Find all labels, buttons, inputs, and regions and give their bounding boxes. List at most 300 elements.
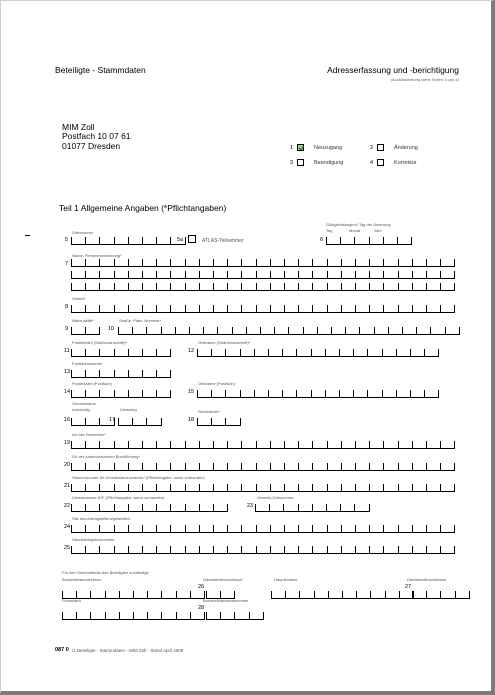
input-cell-divider [197, 390, 198, 398]
field-12-input[interactable] [197, 349, 438, 357]
field-13-input[interactable] [71, 370, 170, 378]
field-7-number: 7 [65, 261, 69, 267]
input-cell-divider [416, 327, 417, 335]
input-cell-divider [312, 305, 313, 313]
input-cell-divider [398, 441, 399, 449]
input-cell-divider [156, 504, 157, 512]
input-cell-divider [268, 390, 269, 398]
input-cell-divider [412, 525, 413, 533]
input-cell-divider [256, 441, 257, 449]
input-cell-divider [438, 390, 439, 398]
input-cell-divider [270, 283, 271, 291]
field-7-input-1[interactable] [71, 259, 454, 267]
input-cell-divider [199, 463, 200, 471]
input-cell-divider [161, 418, 162, 426]
input-cell-divider [367, 349, 368, 357]
input-cell-divider [355, 441, 356, 449]
input-cell-divider [312, 484, 313, 492]
hauptzollamt-label: Hauptzollamt [274, 577, 298, 582]
input-cell-divider [353, 390, 354, 398]
field-15-input[interactable] [197, 390, 438, 398]
input-cell-divider [147, 591, 148, 599]
field-23-label: Verweis-Zollnummer [257, 495, 294, 500]
input-cell-divider [213, 525, 214, 533]
input-cell-divider [327, 546, 328, 554]
input-cell-divider [128, 463, 129, 471]
input-cell-divider [241, 546, 242, 554]
input-cell-divider [114, 463, 115, 471]
finanzamt-label: Finanzamt [62, 598, 81, 603]
input-cell-divider [355, 525, 356, 533]
header-right-subtitle: (Ausfüllanleitung siehe Seiten 3 und 4) [390, 77, 459, 82]
field-6-label: Gültigkeitsbeginn/ Tag der Änderung [326, 222, 391, 227]
input-cell-divider [170, 370, 171, 378]
input-cell-divider [383, 441, 384, 449]
field-20-label: Ort der kaufmännischen Buchführung* [72, 454, 141, 459]
finanzamt-input[interactable] [62, 612, 204, 620]
input-cell-divider [176, 591, 177, 599]
input-cell-divider [220, 591, 221, 599]
input-cell-divider [240, 349, 241, 357]
input-cell-divider [317, 327, 318, 335]
input-cell-divider [370, 591, 371, 599]
input-cell-divider [398, 271, 399, 279]
input-cell-divider [170, 283, 171, 291]
input-cell-divider [398, 463, 399, 471]
input-baseline [197, 425, 240, 426]
input-cell-divider [114, 441, 115, 449]
input-cell-divider [426, 441, 427, 449]
input-cell-divider [234, 612, 235, 620]
input-cell-divider [133, 612, 134, 620]
input-cell-divider [256, 305, 257, 313]
checkbox-beendigung[interactable] [297, 159, 304, 166]
field-27-number: 27 [405, 584, 412, 590]
input-cell-divider [227, 259, 228, 267]
field-14-label: Postleitzahl (Postfach) [72, 381, 112, 386]
field-17-input[interactable] [118, 418, 161, 426]
input-cell-divider [71, 349, 72, 357]
input-cell-divider [341, 441, 342, 449]
field-9-label: Nationalität* [72, 318, 94, 323]
input-cell-divider [298, 463, 299, 471]
input-cell-divider [199, 271, 200, 279]
input-cell-divider [454, 463, 455, 471]
input-cell-divider [185, 504, 186, 512]
input-cell-divider [85, 484, 86, 492]
field-20-input[interactable] [71, 463, 454, 471]
checkbox-korrektur[interactable] [377, 159, 384, 166]
input-cell-divider [128, 271, 129, 279]
input-cell-divider [156, 463, 157, 471]
input-cell-divider [454, 441, 455, 449]
input-cell-divider [455, 591, 456, 599]
input-cell-divider [213, 546, 214, 554]
field-19-input[interactable] [71, 441, 454, 449]
input-cell-divider [227, 271, 228, 279]
field-16-input[interactable] [71, 418, 114, 426]
input-cell-divider [326, 504, 327, 512]
input-cell-divider [128, 504, 129, 512]
input-cell-divider [99, 546, 100, 554]
input-cell-divider [170, 504, 171, 512]
input-cell-divider [128, 441, 129, 449]
field-25-label: Handelsregisternummer [72, 537, 115, 542]
input-cell-divider [270, 525, 271, 533]
input-cell-divider [185, 463, 186, 471]
input-cell-divider [426, 271, 427, 279]
input-cell-divider [227, 546, 228, 554]
input-cell-divider [240, 390, 241, 398]
input-cell-divider [331, 327, 332, 335]
input-cell-divider [128, 305, 129, 313]
input-cell-divider [142, 484, 143, 492]
input-cell-divider [256, 283, 257, 291]
field-18-label: Rechtsform* [198, 409, 221, 414]
field-22-label: Umsatzsteuer-IDF (Pflichtangabe, wenn vorhanden) [72, 495, 165, 500]
option-number: 2 [370, 145, 374, 151]
input-cell-divider [369, 283, 370, 291]
input-cell-divider [398, 283, 399, 291]
input-cell-divider [327, 463, 328, 471]
input-cell-divider [227, 463, 228, 471]
input-cell-divider [199, 484, 200, 492]
field-16-label: Gemeinsame [72, 401, 96, 406]
hauptzollamt-input[interactable] [271, 591, 413, 599]
input-cell-divider [76, 612, 77, 620]
field-18-number: 18 [188, 417, 195, 423]
input-cell-divider [311, 349, 312, 357]
field-5-input[interactable] [71, 237, 185, 245]
field-11-number: 11 [64, 348, 70, 354]
input-cell-divider [142, 546, 143, 554]
input-cell-divider [440, 546, 441, 554]
input-cell-divider [142, 283, 143, 291]
input-cell-divider [119, 612, 120, 620]
input-cell-divider [284, 463, 285, 471]
input-cell-divider [270, 441, 271, 449]
input-cell-divider [426, 283, 427, 291]
input-cell-divider [426, 259, 427, 267]
input-cell-divider [119, 591, 120, 599]
input-cell-divider [128, 237, 129, 245]
input-cell-divider [147, 612, 148, 620]
input-cell-divider [128, 484, 129, 492]
field-5-number: 5 [65, 237, 69, 243]
field-21-input[interactable] [71, 484, 454, 492]
input-cell-divider [156, 484, 157, 492]
input-cell-divider [260, 327, 261, 335]
field-8-number: 8 [65, 304, 69, 310]
input-cell-divider [303, 327, 304, 335]
input-cell-divider [411, 237, 412, 245]
input-cell-divider [412, 283, 413, 291]
input-cell-divider [204, 612, 205, 620]
input-cell-divider [327, 525, 328, 533]
field-6-input[interactable] [326, 237, 411, 245]
input-cell-divider [440, 271, 441, 279]
input-cell-divider [99, 441, 100, 449]
input-cell-divider [383, 305, 384, 313]
input-cell-divider [355, 305, 356, 313]
input-cell-divider [118, 418, 119, 426]
input-cell-divider [170, 237, 171, 245]
input-cell-divider [270, 546, 271, 554]
input-cell-divider [85, 237, 86, 245]
input-cell-divider [355, 463, 356, 471]
input-cell-divider [185, 283, 186, 291]
input-cell-divider [199, 546, 200, 554]
input-cell-divider [85, 305, 86, 313]
input-cell-divider [369, 259, 370, 267]
input-cell-divider [454, 271, 455, 279]
input-cell-divider [440, 283, 441, 291]
input-cell-divider [204, 591, 205, 599]
field-26-input[interactable] [206, 591, 234, 599]
input-cell-divider [85, 463, 86, 471]
input-cell-divider [270, 463, 271, 471]
input-cell-divider [132, 418, 133, 426]
input-cell-divider [213, 271, 214, 279]
input-cell-divider [114, 283, 115, 291]
input-cell-divider [199, 525, 200, 533]
field-17-label: Umsatzig [120, 407, 137, 412]
input-cell-divider [128, 390, 129, 398]
field-28-label: Bundesfinanzamtnummer [203, 598, 249, 603]
input-cell-divider [311, 390, 312, 398]
section-title: Teil 1 Allgemeine Angaben (*Pflichtangaben) [59, 203, 227, 213]
input-cell-divider [284, 283, 285, 291]
input-cell-divider [341, 283, 342, 291]
bundesfinanzdirektion-input[interactable] [62, 591, 204, 599]
field-18-input[interactable] [197, 418, 240, 426]
input-cell-divider [156, 546, 157, 554]
input-cell-divider [440, 441, 441, 449]
input-cell-divider [71, 463, 72, 471]
input-cell-divider [383, 463, 384, 471]
input-cell-divider [71, 305, 72, 313]
input-cell-divider [374, 327, 375, 335]
input-cell-divider [197, 349, 198, 357]
field-12-number: 12 [188, 348, 195, 354]
input-cell-divider [185, 525, 186, 533]
input-cell-divider [255, 504, 256, 512]
input-cell-divider [454, 546, 455, 554]
input-cell-divider [234, 591, 235, 599]
field-10-label: Straße, Platz, Nummer* [119, 318, 162, 323]
input-cell-divider [71, 390, 72, 398]
input-cell-divider [170, 259, 171, 267]
input-cell-divider [71, 418, 72, 426]
input-cell-divider [232, 327, 233, 335]
input-cell-divider [227, 441, 228, 449]
checkbox-aenderung[interactable] [377, 144, 384, 151]
input-cell-divider [298, 504, 299, 512]
field-6-monat: Monat [349, 228, 361, 233]
input-cell-divider [142, 349, 143, 357]
input-cell-divider [105, 591, 106, 599]
input-cell-divider [325, 390, 326, 398]
input-cell-divider [199, 305, 200, 313]
input-cell-divider [284, 546, 285, 554]
field-14-input[interactable] [71, 390, 170, 398]
footer-text: /1 Beteiligte - Stammdaten - MIM Zoll - Stand April 2009 [72, 648, 184, 653]
field-27-label: Dienststellenschlüssel [407, 577, 447, 582]
field-28-input[interactable] [206, 612, 263, 620]
field-8-input[interactable] [71, 305, 454, 313]
input-cell-divider [397, 237, 398, 245]
input-cell-divider [85, 259, 86, 267]
input-cell-divider [282, 390, 283, 398]
field-27-input[interactable] [412, 591, 469, 599]
field-24-label: Sitz des Antragstellers/gesetzlich [72, 516, 131, 521]
checkbox-atlas[interactable] [188, 235, 196, 243]
option-label: Änderung [394, 145, 418, 151]
input-cell-divider [469, 591, 470, 599]
input-cell-divider [85, 349, 86, 357]
input-cell-divider [430, 327, 431, 335]
input-cell-divider [440, 259, 441, 267]
header-right-title: Adresserfassung und -berichtigung [327, 65, 459, 75]
field-5a-label: ATLAS-Teilnehmer [202, 238, 244, 244]
input-cell-divider [128, 370, 129, 378]
footer-intro: Für den Geschäftssitz des Beteiligten zuständige [62, 570, 149, 575]
input-cell-divider [185, 271, 186, 279]
input-cell-divider [256, 525, 257, 533]
input-cell-divider [410, 349, 411, 357]
field-7-input-2[interactable] [71, 271, 454, 279]
input-cell-divider [225, 390, 226, 398]
recipient-line2: Postfach 10 07 61 [62, 131, 131, 141]
field-6-jahr: Jahr [374, 228, 382, 233]
input-cell-divider [225, 349, 226, 357]
input-cell-divider [71, 525, 72, 533]
input-cell-divider [213, 441, 214, 449]
input-cell-divider [227, 525, 228, 533]
input-cell-divider [161, 612, 162, 620]
input-cell-divider [156, 305, 157, 313]
field-7-label: Name, Firmenbezeichnung* [72, 253, 122, 258]
input-cell-divider [398, 546, 399, 554]
input-cell-divider [440, 591, 441, 599]
input-cell-divider [170, 441, 171, 449]
input-cell-divider [142, 441, 143, 449]
field-10-input[interactable] [118, 327, 459, 335]
input-cell-divider [270, 484, 271, 492]
input-cell-divider [85, 418, 86, 426]
input-cell-divider [133, 591, 134, 599]
recipient-line1: MIM Zoll [62, 122, 95, 132]
field-25-number: 25 [64, 545, 71, 551]
field-11-label: Postleitzahl (Straßenanschrift)* [72, 340, 128, 345]
input-cell-divider [156, 237, 157, 245]
input-cell-divider [85, 546, 86, 554]
input-cell-divider [185, 259, 186, 267]
input-cell-divider [325, 349, 326, 357]
input-cell-divider [284, 484, 285, 492]
input-cell-divider [412, 591, 413, 599]
input-cell-divider [185, 305, 186, 313]
field-24-input[interactable] [71, 525, 454, 533]
input-cell-divider [298, 305, 299, 313]
input-cell-divider [454, 259, 455, 267]
input-cell-divider [114, 237, 115, 245]
input-cell-divider [199, 259, 200, 267]
field-25-input[interactable] [71, 546, 454, 554]
input-cell-divider [85, 283, 86, 291]
input-cell-divider [213, 484, 214, 492]
input-baseline [71, 511, 227, 512]
input-cell-divider [412, 441, 413, 449]
input-cell-divider [190, 591, 191, 599]
input-cell-divider [355, 546, 356, 554]
input-cell-divider [241, 484, 242, 492]
input-cell-divider [71, 484, 72, 492]
input-cell-divider [268, 349, 269, 357]
input-cell-divider [99, 237, 100, 245]
input-cell-divider [398, 484, 399, 492]
input-cell-divider [440, 305, 441, 313]
input-cell-divider [85, 441, 86, 449]
input-cell-divider [256, 271, 257, 279]
input-cell-divider [76, 591, 77, 599]
input-cell-divider [213, 504, 214, 512]
input-cell-divider [440, 525, 441, 533]
field-9-number: 9 [65, 326, 69, 332]
input-cell-divider [285, 591, 286, 599]
input-cell-divider [156, 370, 157, 378]
input-cell-divider [85, 271, 86, 279]
input-cell-divider [369, 271, 370, 279]
input-cell-divider [241, 441, 242, 449]
input-cell-divider [85, 370, 86, 378]
field-11-input[interactable] [71, 349, 170, 357]
field-9-input[interactable] [71, 327, 99, 335]
input-cell-divider [227, 283, 228, 291]
input-cell-divider [114, 546, 115, 554]
input-cell-divider [412, 259, 413, 267]
input-cell-divider [128, 283, 129, 291]
input-cell-divider [369, 237, 370, 245]
input-cell-divider [383, 484, 384, 492]
input-cell-divider [341, 259, 342, 267]
field-14-number: 14 [64, 389, 71, 395]
field-15-number: 15 [188, 389, 195, 395]
input-cell-divider [185, 441, 186, 449]
input-cell-divider [299, 591, 300, 599]
input-cell-divider [355, 259, 356, 267]
field-23-input[interactable] [255, 504, 369, 512]
input-cell-divider [342, 591, 343, 599]
input-cell-divider [312, 283, 313, 291]
input-cell-divider [270, 259, 271, 267]
input-cell-divider [114, 271, 115, 279]
input-cell-divider [114, 259, 115, 267]
input-cell-divider [99, 370, 100, 378]
input-cell-divider [327, 283, 328, 291]
input-cell-divider [211, 418, 212, 426]
input-cell-divider [426, 463, 427, 471]
input-cell-divider [99, 504, 100, 512]
input-cell-divider [99, 305, 100, 313]
checkbox-neuzugang[interactable] [297, 144, 304, 151]
input-cell-divider [398, 305, 399, 313]
field-22-input[interactable] [71, 504, 227, 512]
input-cell-divider [142, 259, 143, 267]
input-cell-divider [340, 504, 341, 512]
input-cell-divider [298, 525, 299, 533]
field-7-input-3[interactable] [71, 283, 454, 291]
